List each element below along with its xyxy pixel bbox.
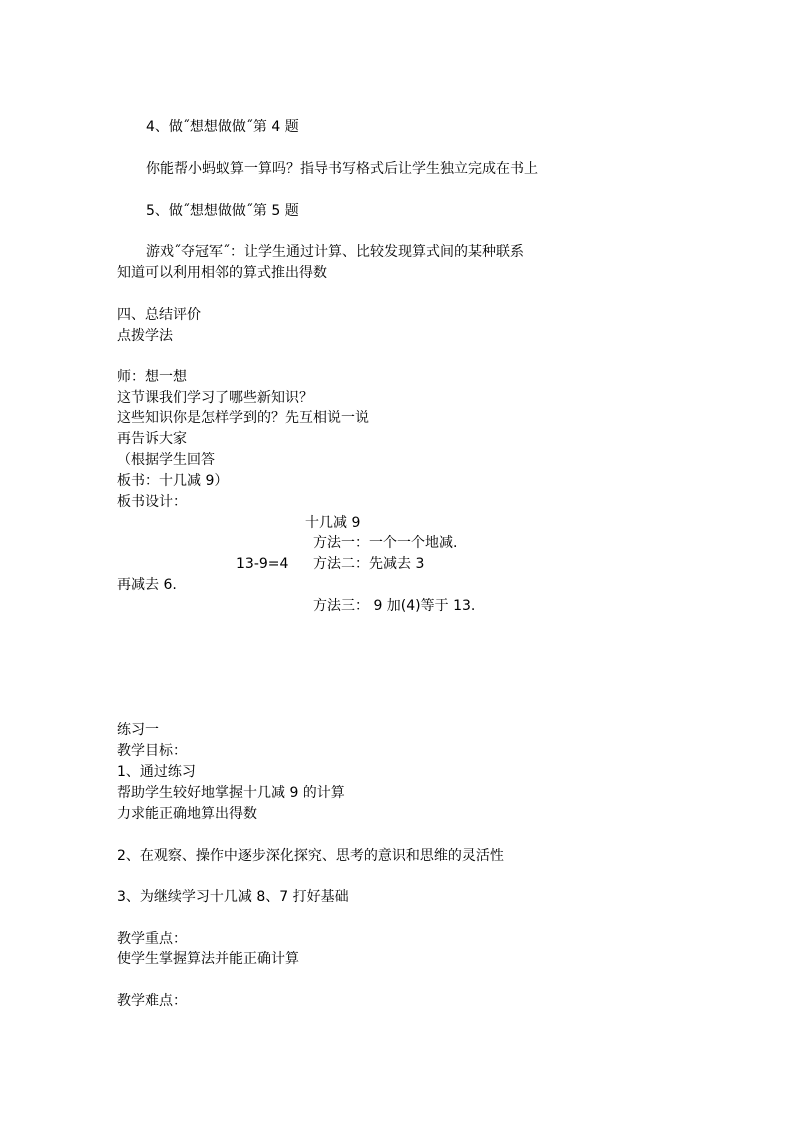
tell-everyone: 再告诉大家 (117, 431, 187, 447)
practice-heading: 练习一 (117, 722, 159, 738)
key-points-text: 使学生掌握算法并能正确计算 (117, 951, 299, 967)
method-3: 方法三： 9 加(4)等于 13. (313, 598, 476, 614)
goal-2: 2、在观察、操作中逐步深化探究、思考的意识和思维的灵活性 (117, 848, 504, 864)
summary-subheading: 点拨学法 (117, 328, 173, 344)
blackboard-design-heading: 板书设计： (117, 494, 187, 510)
question-1: 这节课我们学习了哪些新知识？ (117, 390, 313, 406)
goal-1-detail: 帮助学生较好地掌握十几减 9 的计算 (117, 785, 345, 801)
goal-1: 1、通过练习 (117, 764, 196, 780)
exercise-4-heading: 4、做˝想想做做˝第 4 题 (146, 119, 299, 135)
teacher-prompt: 师：想一想 (117, 369, 187, 385)
method-1: 方法一：一个一个地减. (313, 535, 458, 551)
equation: 13-9=4 (236, 556, 289, 572)
method-2: 方法二：先减去 3 (313, 556, 425, 572)
goal-1-detail-2: 力求能正确地算出得数 (117, 806, 257, 822)
teaching-goals-heading: 教学目标： (117, 743, 187, 759)
key-points-heading: 教学重点： (117, 931, 187, 947)
game-text-continued: 知道可以利用相邻的算式推出得数 (117, 265, 327, 281)
student-answer-note: （根据学生回答 (117, 452, 215, 468)
blackboard-note: 板书：十几减 9） (117, 473, 229, 489)
question-2: 这些知识你是怎样学到的？先互相说一说 (117, 410, 369, 426)
game-text: 游戏˝夺冠军˝：让学生通过计算、比较发现算式间的某种联系 (146, 244, 524, 260)
exercise-5-heading: 5、做˝想想做做˝第 5 题 (146, 203, 299, 219)
blackboard-title: 十几减 9 (305, 515, 361, 531)
difficulties-heading: 教学难点： (117, 993, 187, 1009)
section-summary-heading: 四、总结评价 (117, 307, 201, 323)
exercise-4-text: 你能帮小蚂蚁算一算吗？指导书写格式后让学生独立完成在书上 (146, 161, 538, 177)
method-2-continued: 再减去 6. (117, 577, 177, 593)
goal-3: 3、为继续学习十几减 8、7 打好基础 (117, 889, 349, 905)
